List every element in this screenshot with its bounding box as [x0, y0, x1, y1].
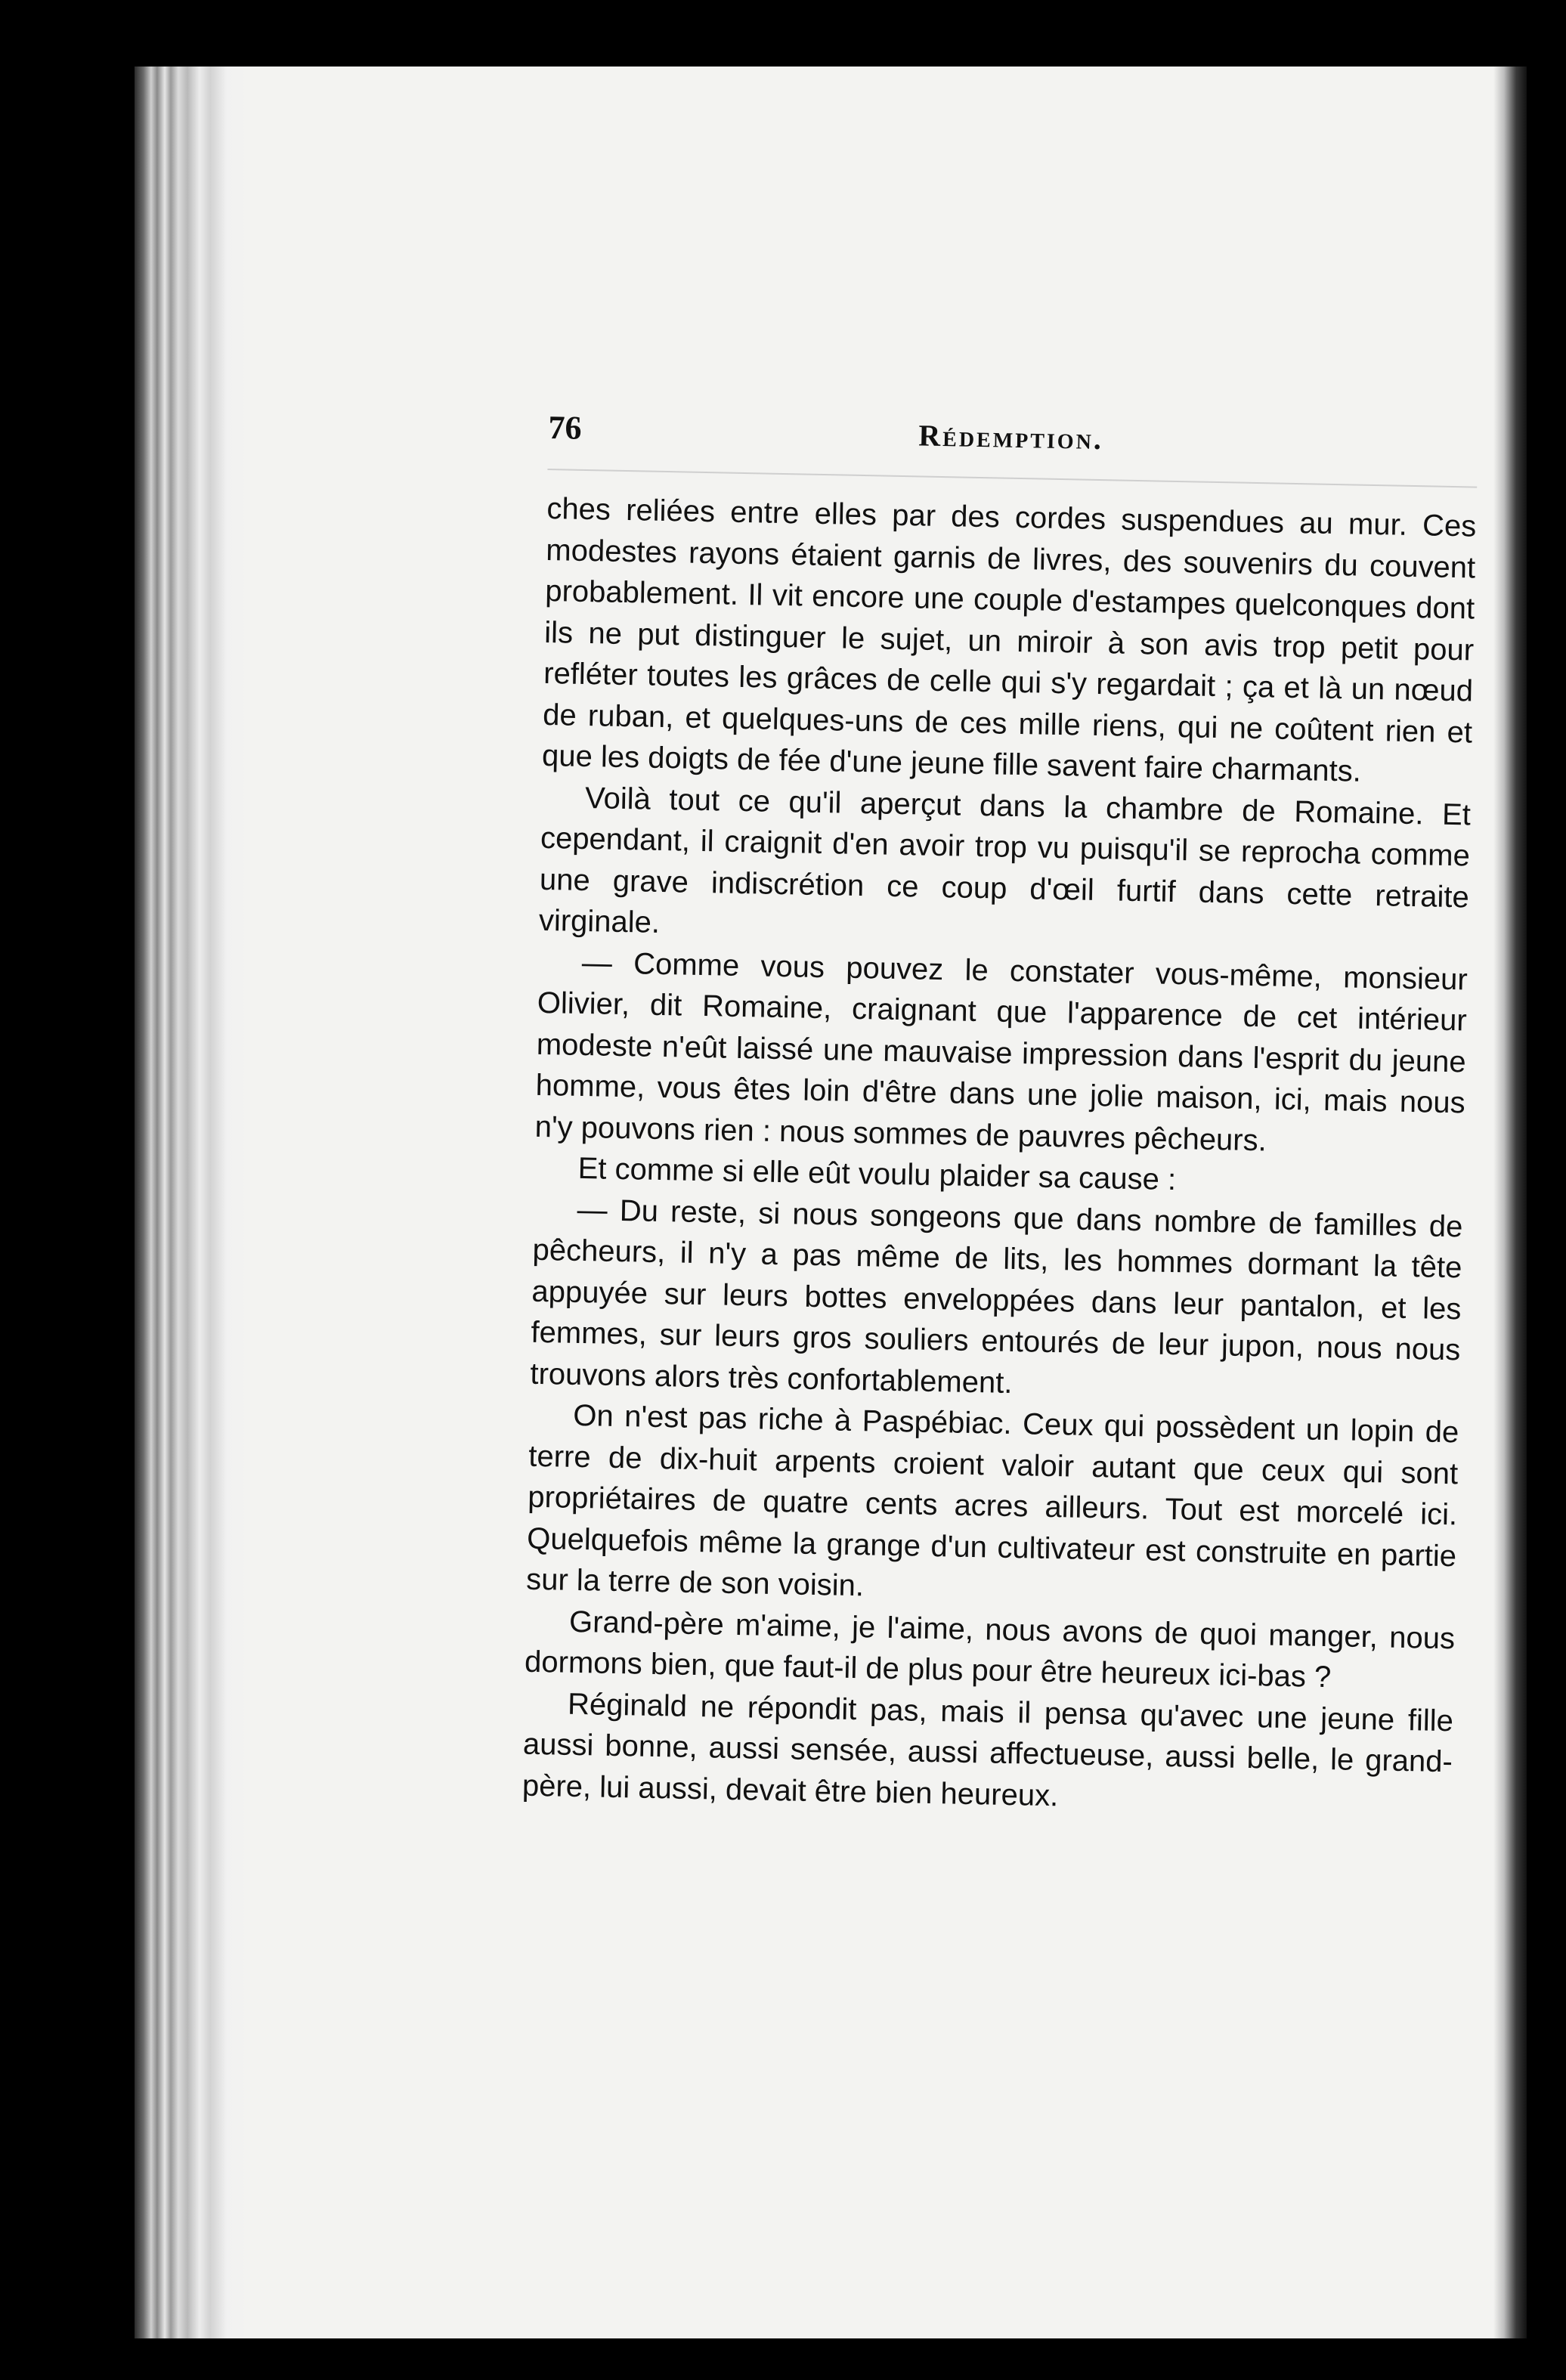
- paragraph: — Comme vous pouvez le constater vous-même, monsieur Olivier, dit Romaine, craignant que l'apparence de cet intérieur modeste n'eût laissé une mauvaise impression dans l'esprit du jeune homme, vous êtes loin d'être dans une jolie maison, ici, mais nous n'y pouvons rien : nous sommes de pauvres pêcheurs.: [534, 946, 1469, 1157]
- paragraph: ches reliées entre elles par des cordes suspendues au mur. Ces modestes rayons étaient garnis de livres, des souvenirs du couvent probablement. Il vit encore une couple d'estampes quelconques dont ils ne put distinguer le sujet, un miroir à son avis trop petit pour refléter toutes les grâces de celle qui s'y regardait ; ça et là un nœud de ruban, et quelques-uns de ces mille riens, qui ne coûtent rien et que les doigts de fée d'une jeune fille savent faire charmants.: [541, 491, 1477, 788]
- page-header: [548, 408, 1527, 481]
- book-page: [135, 67, 1527, 2338]
- paragraph: Et comme si elle eût voulu plaider sa cause :: [577, 1151, 1177, 1197]
- paragraph: Réginald ne répondit pas, mais il pensa qu'avec une jeune fille aussi bonne, aussi sensée, aussi affectueuse, aussi belle, le grand-père, lui aussi, devait être bien heureux.: [521, 1687, 1454, 1812]
- paragraph: — Du reste, si nous songeons que dans nombre de familles de pêcheurs, il n'y a pas même de lits, les hommes dormant la tête appuyée sur leurs bottes enveloppées dans leur pantalon, et les femmes, sur leurs gros souliers entourés de leur jupon, nous nous trouvons alors très confortablement.: [530, 1193, 1463, 1400]
- body-text: [521, 488, 1476, 1824]
- page-content: [521, 408, 1527, 1825]
- paragraph: Grand-père m'aime, je l'aime, nous avons de quoi manger, nous dormons bien, que faut-il de plus pour être heureux ici-bas ?: [524, 1605, 1456, 1694]
- paragraph: On n'est pas riche à Paspébiac. Ceux qui possèdent un lopin de terre de dix-huit arpents croient valoir autant que ceux qui sont propriétaires de quatre cents acres ailleurs. Tout est morcelé ici. Quelquefois même la grange d'un cultivateur est construite en partie sur la terre de son voisin.: [525, 1398, 1459, 1603]
- paragraph: Voilà tout ce qu'il aperçut dans la chambre de Romaine. Et cependant, il craignit d'en avoir trop vu puisqu'il se reprocha comme une grave indiscrétion ce coup d'œil furtif dans cette retraite virginale.: [538, 781, 1472, 939]
- page-binding: [135, 67, 248, 2338]
- page-number: 76: [548, 408, 582, 447]
- running-title: Rédemption.: [918, 418, 1104, 457]
